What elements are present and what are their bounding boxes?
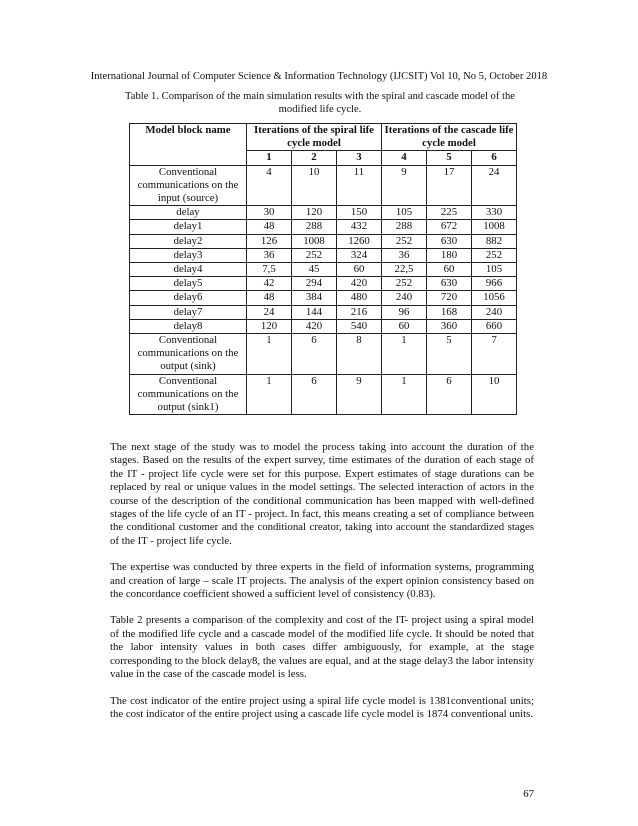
table-row	[130, 234, 517, 248]
table-row	[130, 291, 517, 305]
page-number: 67	[523, 788, 534, 800]
table-row	[130, 305, 517, 319]
value-cell: 36	[247, 248, 292, 262]
value-cell: 7,5	[247, 263, 292, 277]
table-row	[130, 248, 517, 262]
table-row	[130, 334, 517, 375]
value-cell: 630	[427, 277, 472, 291]
value-cell: 420	[292, 319, 337, 333]
table-caption: Table 1. Comparison of the main simulation results with the spiral and cascade model of the modified life cycle.	[125, 91, 515, 115]
iteration-header: 3	[337, 151, 382, 165]
block-name-cell: delay8	[130, 319, 247, 333]
value-cell: 60	[382, 319, 427, 333]
value-cell: 120	[247, 319, 292, 333]
value-cell: 660	[472, 319, 517, 333]
value-cell: 8	[337, 334, 382, 375]
journal-header: International Journal of Computer Science & Information Technology (IJCSIT) Vol 10, No 5, October 2018	[90, 71, 548, 82]
table-row	[130, 319, 517, 333]
body-text	[110, 441, 534, 734]
value-cell: 30	[247, 206, 292, 220]
value-cell: 4	[247, 165, 292, 206]
value-cell: 9	[337, 374, 382, 415]
value-cell: 6	[292, 334, 337, 375]
value-cell: 45	[292, 263, 337, 277]
value-cell: 150	[337, 206, 382, 220]
table-row	[130, 374, 517, 415]
block-name-cell: Conventional communications on the output (sink)	[130, 334, 247, 375]
value-cell: 10	[292, 165, 337, 206]
value-cell: 5	[427, 334, 472, 375]
paragraph: The expertise was conducted by three experts in the field of information systems, programming and creation of large – scale IT projects. The analysis of the expert opinion consistency based on the concordance coefficient showed a sufficient level of consistency (0.83).	[110, 561, 534, 601]
value-cell: 384	[292, 291, 337, 305]
value-cell: 252	[382, 234, 427, 248]
table-row	[130, 263, 517, 277]
value-cell: 720	[427, 291, 472, 305]
value-cell: 225	[427, 206, 472, 220]
value-cell: 1	[247, 334, 292, 375]
value-cell: 11	[337, 165, 382, 206]
value-cell: 240	[472, 305, 517, 319]
value-cell: 288	[292, 220, 337, 234]
value-cell: 294	[292, 277, 337, 291]
value-cell: 48	[247, 220, 292, 234]
value-cell: 17	[427, 165, 472, 206]
value-cell: 252	[472, 248, 517, 262]
paragraph: Table 2 presents a comparison of the complexity and cost of the IT- project using a spiral model of the modified life cycle and a cascade model of the modified life cycle. It should be noted that the labor intensity values in both cases differ ambiguously, for example, at the stage corresponding to the block delay8, the values are equal, and at the stage delay3 the labor intensity value in the case of the cascade model is less.	[110, 614, 534, 681]
value-cell: 540	[337, 319, 382, 333]
value-cell: 252	[292, 248, 337, 262]
value-cell: 420	[337, 277, 382, 291]
value-cell: 60	[427, 263, 472, 277]
value-cell: 216	[337, 305, 382, 319]
block-name-cell: delay6	[130, 291, 247, 305]
block-name-cell: delay2	[130, 234, 247, 248]
header-model-block: Model block name	[130, 124, 247, 166]
iteration-header: 2	[292, 151, 337, 165]
value-cell: 1008	[292, 234, 337, 248]
value-cell: 360	[427, 319, 472, 333]
value-cell: 105	[382, 206, 427, 220]
value-cell: 9	[382, 165, 427, 206]
iteration-header: 4	[382, 151, 427, 165]
value-cell: 330	[472, 206, 517, 220]
value-cell: 168	[427, 305, 472, 319]
value-cell: 36	[382, 248, 427, 262]
value-cell: 1	[382, 374, 427, 415]
value-cell: 180	[427, 248, 472, 262]
header-spiral-group: Iterations of the spiral life cycle model	[247, 124, 382, 151]
block-name-cell: delay7	[130, 305, 247, 319]
value-cell: 120	[292, 206, 337, 220]
value-cell: 60	[337, 263, 382, 277]
value-cell: 126	[247, 234, 292, 248]
value-cell: 672	[427, 220, 472, 234]
value-cell: 10	[472, 374, 517, 415]
value-cell: 480	[337, 291, 382, 305]
block-name-cell: delay1	[130, 220, 247, 234]
iteration-header: 1	[247, 151, 292, 165]
value-cell: 630	[427, 234, 472, 248]
value-cell: 966	[472, 277, 517, 291]
value-cell: 42	[247, 277, 292, 291]
block-name-cell: Conventional communications on the input (source)	[130, 165, 247, 206]
value-cell: 324	[337, 248, 382, 262]
block-name-cell: Conventional communications on the output (sink1)	[130, 374, 247, 415]
paragraph: The cost indicator of the entire project using a spiral life cycle model is 1381conventional units; the cost indicator of the entire project using a cascade life cycle model is 1874 conventional units.	[110, 694, 534, 720]
block-name-cell: delay4	[130, 263, 247, 277]
value-cell: 1	[247, 374, 292, 415]
table-row	[130, 165, 517, 206]
value-cell: 1008	[472, 220, 517, 234]
value-cell: 240	[382, 291, 427, 305]
block-name-cell: delay	[130, 206, 247, 220]
iteration-header: 6	[472, 151, 517, 165]
value-cell: 882	[472, 234, 517, 248]
value-cell: 24	[247, 305, 292, 319]
value-cell: 96	[382, 305, 427, 319]
value-cell: 22,5	[382, 263, 427, 277]
value-cell: 6	[292, 374, 337, 415]
value-cell: 1056	[472, 291, 517, 305]
value-cell: 144	[292, 305, 337, 319]
value-cell: 24	[472, 165, 517, 206]
value-cell: 105	[472, 263, 517, 277]
table-body	[130, 165, 517, 415]
table-row	[130, 277, 517, 291]
value-cell: 288	[382, 220, 427, 234]
value-cell: 1260	[337, 234, 382, 248]
value-cell: 432	[337, 220, 382, 234]
results-table	[129, 123, 517, 415]
value-cell: 1	[382, 334, 427, 375]
table-row	[130, 220, 517, 234]
value-cell: 7	[472, 334, 517, 375]
header-cascade-group: Iterations of the cascade life cycle model	[382, 124, 517, 151]
value-cell: 252	[382, 277, 427, 291]
value-cell: 48	[247, 291, 292, 305]
block-name-cell: delay3	[130, 248, 247, 262]
block-name-cell: delay5	[130, 277, 247, 291]
table-row	[130, 206, 517, 220]
iteration-header: 5	[427, 151, 472, 165]
paragraph: The next stage of the study was to model the process taking into account the duration of the stages. Based on the results of the expert survey, time estimates of the duration of each stage of the IT - project life cycle were set for this purpose. Expert estimates of stage durations can be replaced by real or unique values in the model settings. The selected interaction of actors in the course of the description of the conditional communication has been mapped with well-defined stages of the life cycle of an IT - project. In fact, this means creating a set of compliance between the conditional customer and the conditional creator, taking into account the standardized stages of the IT - project life cycle.	[110, 441, 534, 547]
value-cell: 6	[427, 374, 472, 415]
